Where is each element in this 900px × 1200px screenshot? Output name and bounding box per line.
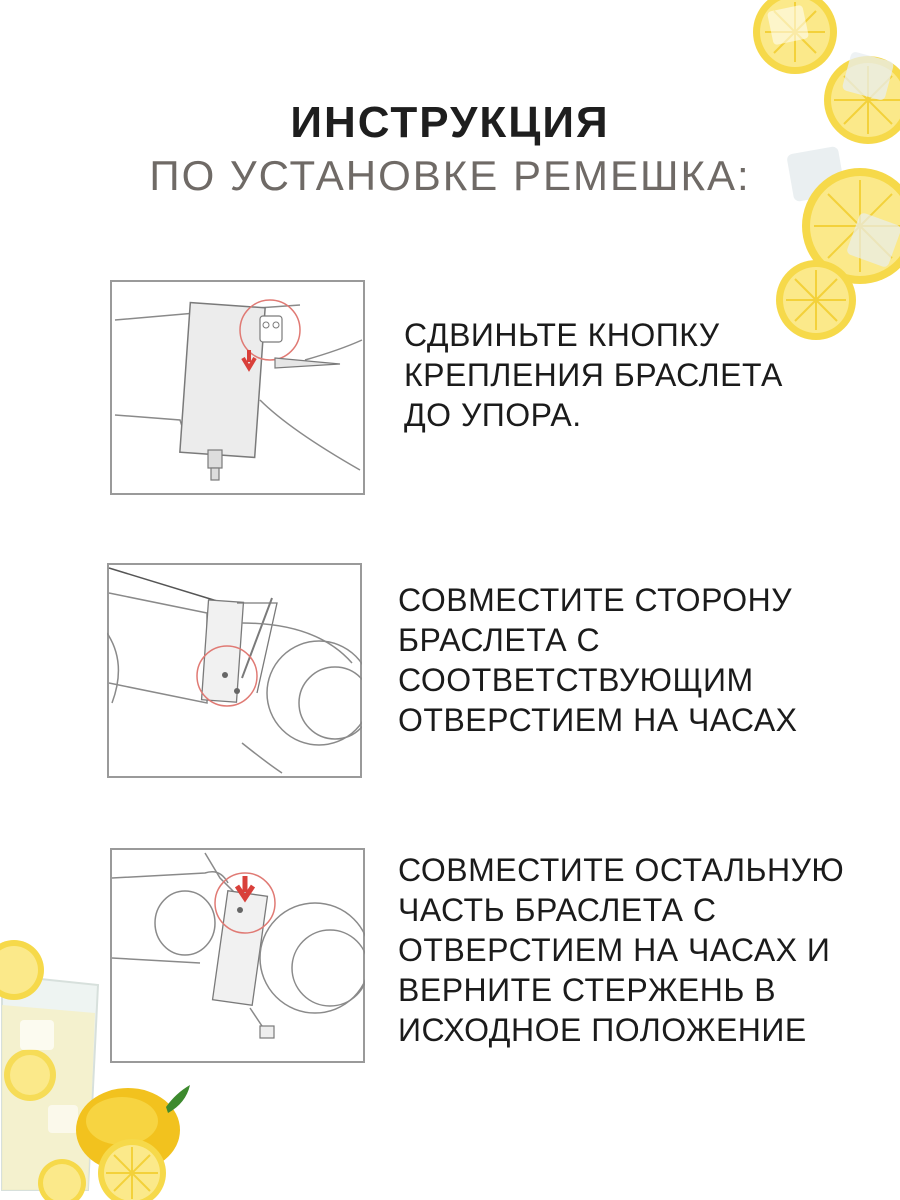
step-3-line: СОВМЕСТИТЕ ОСТАЛЬНУЮ xyxy=(398,852,845,888)
step-2-line: БРАСЛЕТА С xyxy=(398,622,601,658)
step-2-line: СОВМЕСТИТЕ СТОРОНУ xyxy=(398,582,793,618)
step-2-text xyxy=(398,580,798,740)
step-3-line: ВЕРНИТЕ СТЕРЖЕНЬ В xyxy=(398,972,777,1008)
step-3-line: ИСХОДНОЕ ПОЛОЖЕНИЕ xyxy=(398,1012,807,1048)
step-1-line: СДВИНЬТЕ КНОПКУ xyxy=(404,317,720,353)
step-2-line: СООТВЕТСТВУЮЩИМ xyxy=(398,662,754,698)
lemon-slices-decoration xyxy=(740,0,900,345)
step-1-text xyxy=(404,315,783,435)
step-1-line: ДО УПОРА. xyxy=(404,397,582,433)
strap-step-3-illustration xyxy=(110,848,365,1063)
step-3-line: ЧАСТЬ БРАСЛЕТА С xyxy=(398,892,717,928)
step-3-line: ОТВЕРСТИЕМ НА ЧАСАХ И xyxy=(398,932,831,968)
strap-step-1-illustration xyxy=(110,280,365,495)
step-2-line: ОТВЕРСТИЕМ НА ЧАСАХ xyxy=(398,702,798,738)
strap-step-2-illustration xyxy=(107,563,362,778)
step-3-text xyxy=(398,850,844,1050)
page-title: ИНСТРУКЦИЯ xyxy=(290,98,610,147)
page-subtitle: ПО УСТАНОВКЕ РЕМЕШКА: xyxy=(149,152,751,199)
step-1-line: КРЕПЛЕНИЯ БРАСЛЕТА xyxy=(404,357,783,393)
